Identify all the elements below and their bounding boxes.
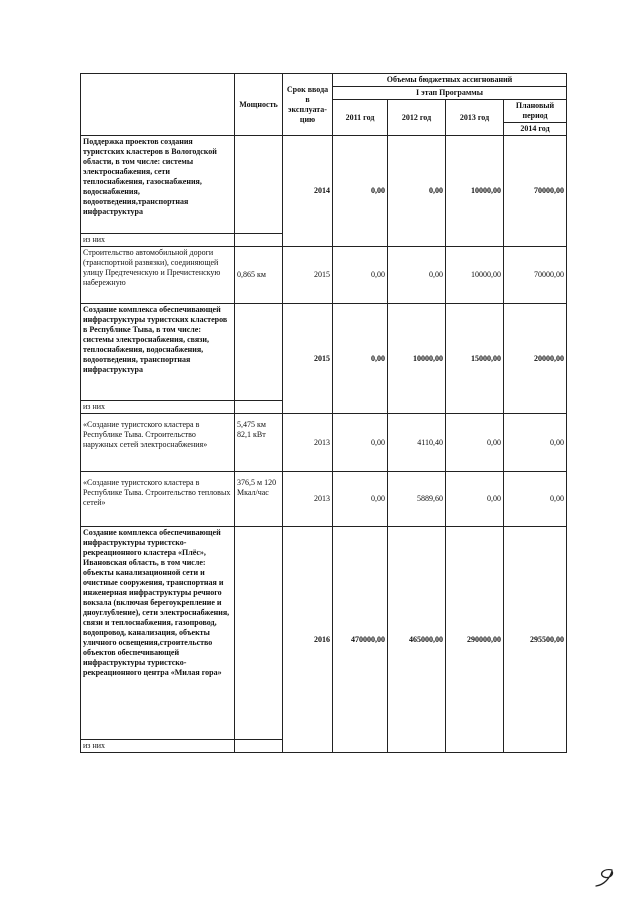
- row-2012: 465000,00: [388, 527, 446, 753]
- row-2014: 0,00: [504, 472, 567, 527]
- row-power: [235, 740, 283, 753]
- sub-label: из них: [81, 740, 235, 753]
- row-2012: 4110,40: [388, 414, 446, 472]
- row-term: 2015: [283, 304, 333, 414]
- row-2011: 0,00: [333, 247, 388, 304]
- handwritten-page-mark: [592, 866, 620, 888]
- row-2013: 0,00: [446, 472, 504, 527]
- row-name: Поддержка проектов создания туристских кластеров в Вологодской области, в том числе: системы электроснабжения, сети теплоснабжения, газоснабжения, водоснабжения, водоотведения,транспортная инфраструктура: [81, 136, 235, 234]
- row-name: Строительство автомобильной дороги (транспортной развязки), соединяющей улицу Предтеченскую и Пречистенскую набережную: [81, 247, 235, 304]
- row-2012: 5889,60: [388, 472, 446, 527]
- row-2013: 10000,00: [446, 247, 504, 304]
- row-2012: 10000,00: [388, 304, 446, 414]
- row-2012: 0,00: [388, 136, 446, 247]
- row-power: 0,865 км: [235, 247, 283, 304]
- header-2011: 2011 год: [333, 100, 388, 136]
- row-name: Создание комплекса обеспечивающей инфраструктуры туристско-рекреационного кластера «Плёс», Ивановская область, в том числе: объекты канализационной сети и очистные сооружения, транспортная и инженерная инфраструктуры речного вокзала (включая берегоукрепление и дноуглубление), сети электроснабжения, связи и теплоснабжения, газопровод, водопровод, канализация, объекты уличного освещения,строительство объектов обеспечивающей инфраструктуры туристско-рекреационного центра «Милая гора»: [81, 527, 235, 740]
- row-term: 2016: [283, 527, 333, 753]
- row-power: [235, 527, 283, 740]
- row-name: Создание комплекса обеспечивающей инфраструктуры туристских кластеров в Республике Тыва, в том числе: системы электроснабжения, связи, теплоснабжения, водоснабжения, водоотведения, транспортная инфраструктура: [81, 304, 235, 401]
- budget-table: [80, 73, 567, 753]
- header-2012: 2012 год: [388, 100, 446, 136]
- row-2011: 470000,00: [333, 527, 388, 753]
- row-power: 5,475 км 82,1 кВт: [235, 414, 283, 472]
- row-2013: 15000,00: [446, 304, 504, 414]
- row-2011: 0,00: [333, 472, 388, 527]
- row-2011: 0,00: [333, 304, 388, 414]
- row-term: 2015: [283, 247, 333, 304]
- row-2013: 10000,00: [446, 136, 504, 247]
- row-2011: 0,00: [333, 414, 388, 472]
- row-2012: 0,00: [388, 247, 446, 304]
- header-name-cell: [81, 74, 235, 136]
- row-power: [235, 136, 283, 234]
- row-name: «Создание туристского кластера в Республике Тыва. Строительство наружных сетей электроснабжения»: [81, 414, 235, 472]
- row-term: 2013: [283, 414, 333, 472]
- row-2011: 0,00: [333, 136, 388, 247]
- header-2013: 2013 год: [446, 100, 504, 136]
- row-2014: 0,00: [504, 414, 567, 472]
- row-2013: 290000,00: [446, 527, 504, 753]
- row-2014: 20000,00: [504, 304, 567, 414]
- header-budget: Объемы бюджетных ассигнований: [333, 74, 567, 87]
- sub-label: из них: [81, 234, 235, 247]
- sub-label: из них: [81, 401, 235, 414]
- header-2014: 2014 год: [504, 123, 567, 136]
- row-power: [235, 234, 283, 247]
- header-stage: I этап Программы: [333, 87, 567, 100]
- row-power: [235, 304, 283, 401]
- row-term: 2013: [283, 472, 333, 527]
- row-term: 2014: [283, 136, 333, 247]
- row-name: «Создание туристского кластера в Республике Тыва. Строительство тепловых сетей»: [81, 472, 235, 527]
- row-power: 376,5 м 120 Мкал/час: [235, 472, 283, 527]
- header-term: Срок ввода в эксплуата-цию: [283, 74, 333, 136]
- header-power: Мощность: [235, 74, 283, 136]
- row-2014: 70000,00: [504, 247, 567, 304]
- row-2013: 0,00: [446, 414, 504, 472]
- header-planned: Плановый период: [504, 100, 567, 123]
- row-power: [235, 401, 283, 414]
- row-2014: 295500,00: [504, 527, 567, 753]
- row-2014: 70000,00: [504, 136, 567, 247]
